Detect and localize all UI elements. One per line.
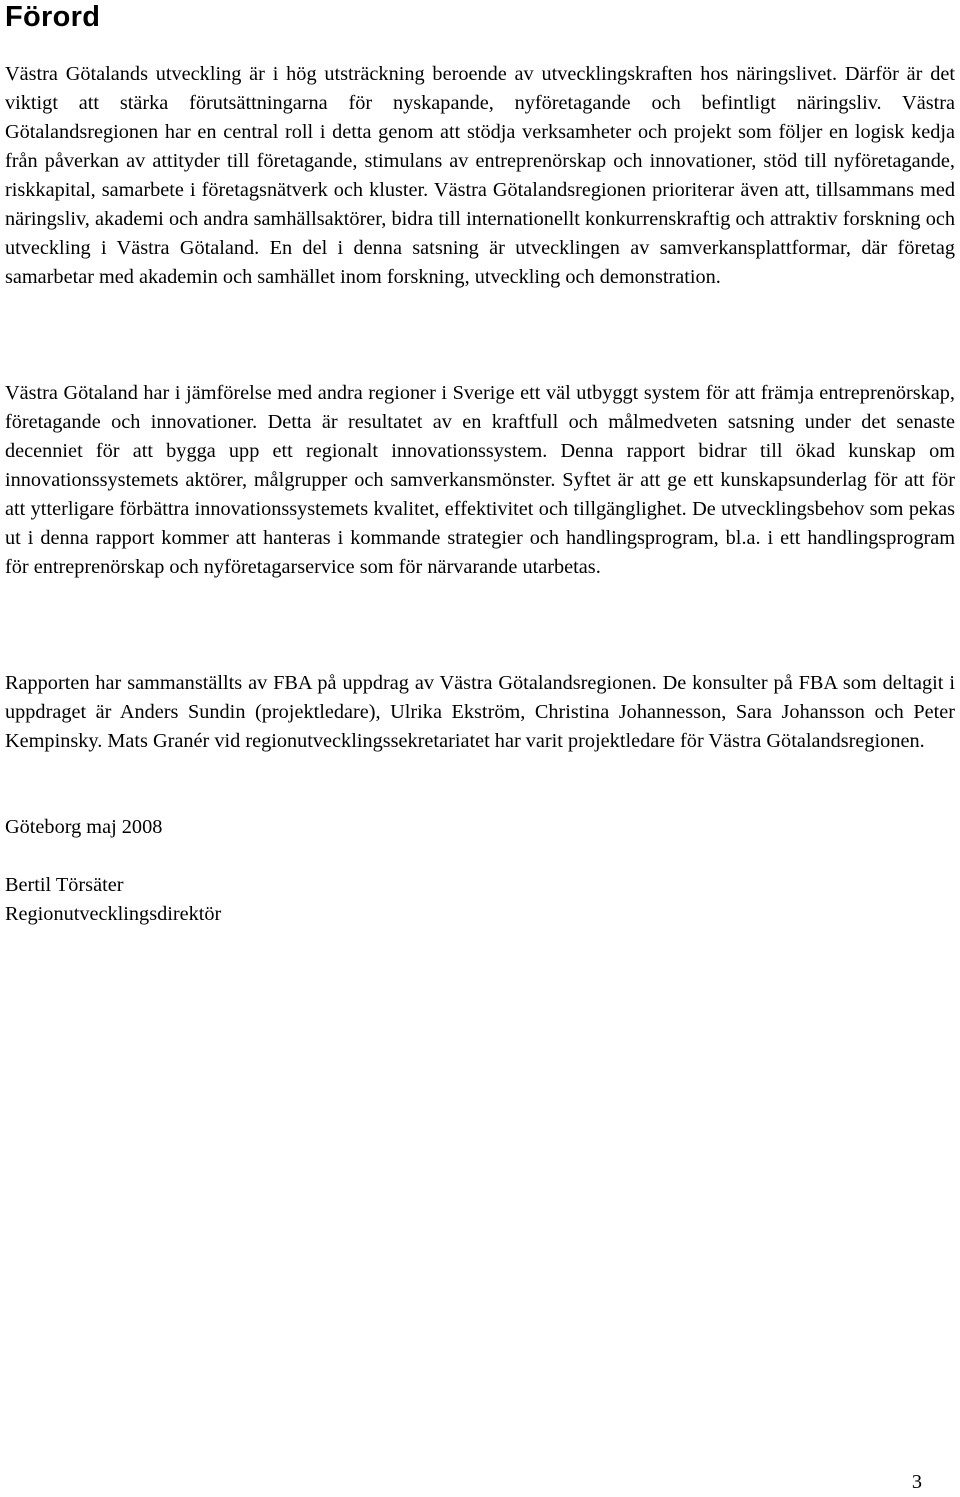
page-number: 3 (911, 1471, 922, 1493)
signatory-title: Regionutvecklingsdirektör (5, 903, 222, 925)
paragraph-intro: Västra Götalands utveckling är i hög utsträckning beroende av utvecklingskraften hos näringslivet. Därför är det viktigt att stärka förutsättningarna för nyskapande, nyföretagande och befintligt näringsliv. Västra Götalandsregionen har en central roll i detta genom att stödja verksamheter och projekt som följer en logisk kedja från påverkan av attityder till företagande, stimulans av entreprenörskap och innovationer, stöd till nyföretagande, riskkapital, samarbete i företagsnätverk och kluster. Västra Götalandsregionen prioriterar även att, tillsammans med näringsliv, akademi och andra samhällsaktörer, bidra till internationellt konkurrenskraftig och attraktiv forskning och utveckling i Västra Götaland. En del i denna satsning är utvecklingen av samverkansplattformar, där företag samarbetar med akademin och samhället inom forskning, utveckling och demonstration. (5, 63, 955, 288)
page-title: Förord (5, 1, 101, 33)
paragraph-report-authors: Rapporten har sammanställts av FBA på uppdrag av Västra Götalandsregionen. De konsulter på FBA som deltagit i uppdraget är Anders Sundin (projektledare), Ulrika Ekström, Christina Johannesson, Sara Johansson och Peter Kempinsky. Mats Granér vid regionutvecklingssekretariatet har varit projektledare för Västra Götalandsregionen. (5, 672, 955, 752)
signatory-name: Bertil Törsäter (5, 874, 124, 896)
paragraph-innovation-system: Västra Götaland har i jämförelse med andra regioner i Sverige ett väl utbyggt system för att främja entreprenörskap, företagande och innovationer. Detta är resultatet av en kraftfull och målmedveten satsning under det senaste decenniet för att bygga upp ett regionalt innovationssystem. Denna rapport bidrar till ökad kunskap om innovationssystemets aktörer, målgrupper och samverkansmönster. Syftet är att ge ett kunskapsunderlag för att för att ytterligare förbättra innovationssystemets kvalitet, effektivitet och tillgänglighet. De utvecklingsbehov som pekas ut i denna rapport kommer att hanteras i kommande strategier och handlingsprogram, bl.a. i ett handlingsprogram för entreprenörskap och nyföretagarservice som för närvarande utarbetas. (5, 382, 955, 578)
place-date: Göteborg maj 2008 (5, 816, 163, 838)
signature-block (5, 871, 955, 929)
